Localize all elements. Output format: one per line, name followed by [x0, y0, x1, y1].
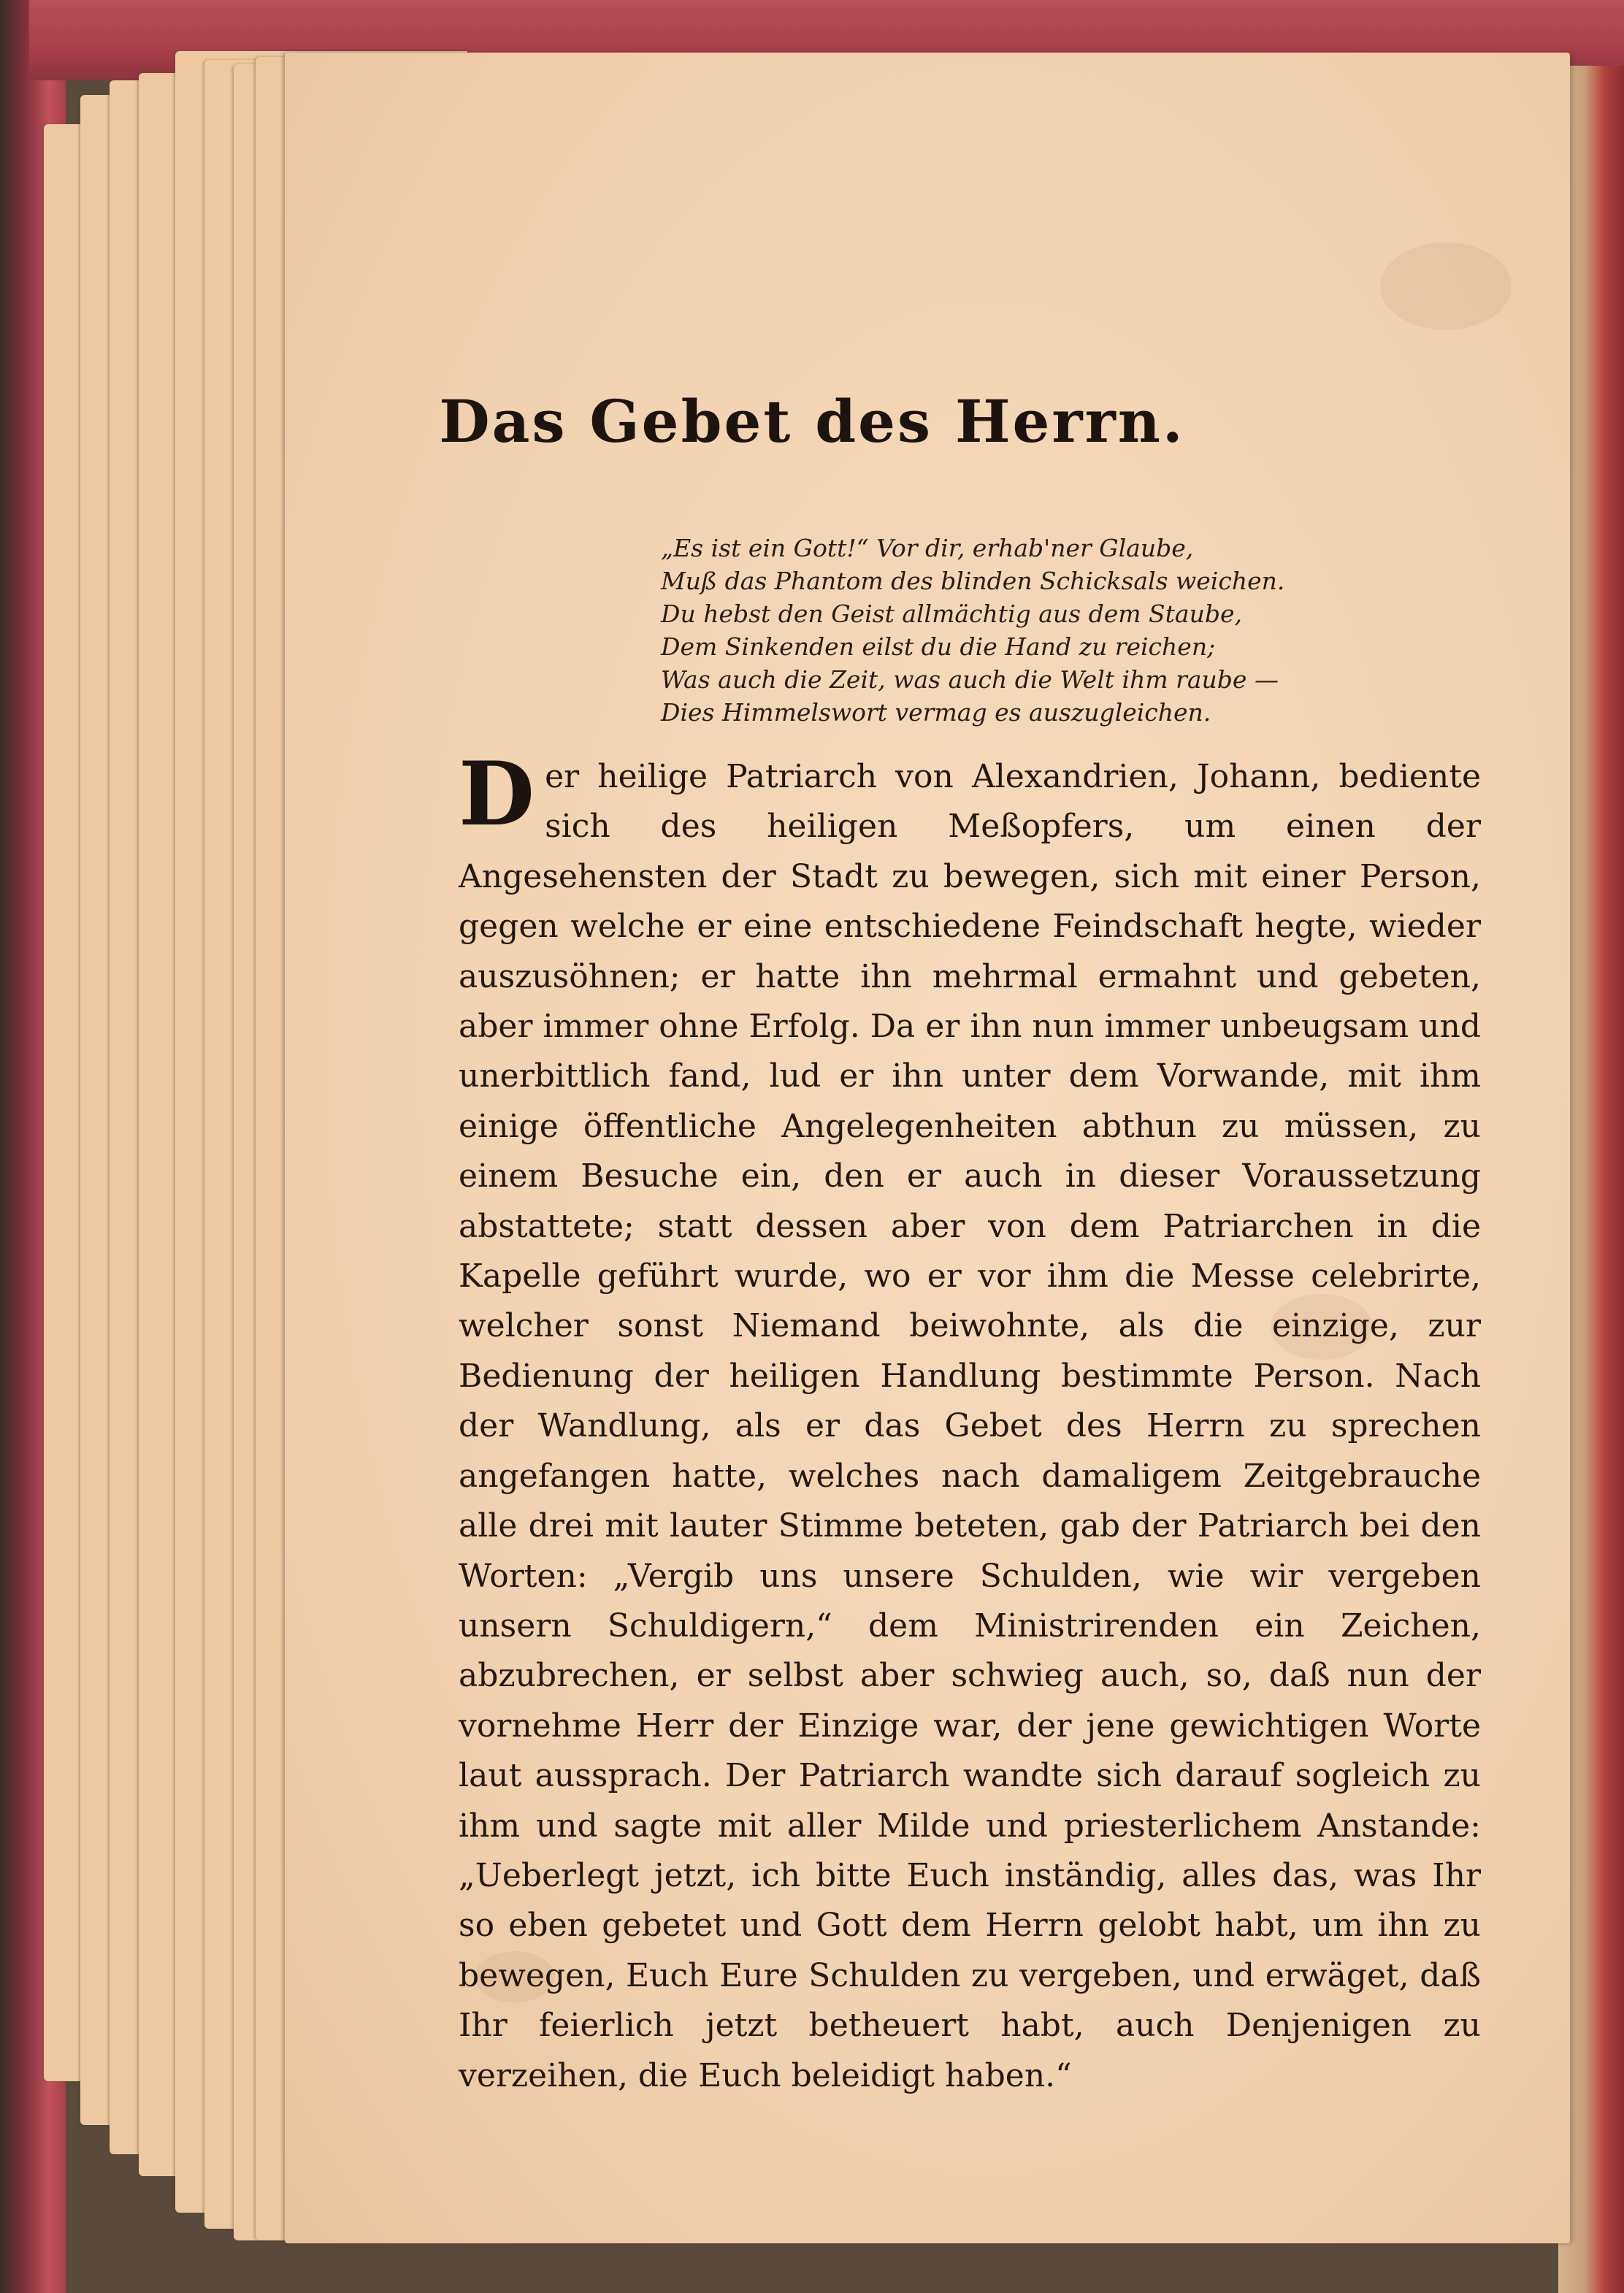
- body-text: [459, 743, 1481, 2101]
- epigraph-poem: [661, 532, 1376, 729]
- poem-line: Dem Sinkenden eilst du die Hand zu reichen;: [661, 632, 1216, 661]
- poem-line: Muß das Phantom des blinden Schicksals weichen.: [661, 567, 1285, 595]
- poem-line: „Es ist ein Gott!“ Vor dir, erhab'ner Glaube,: [661, 534, 1194, 562]
- paragraph-text: er heilige Patriarch von Alexandrien, Johann, bediente sich des heiligen Meßopfers, um einen der Angesehensten der Stadt zu bewegen, sich mit einer Person, gegen welche er eine entschiedene Feindschaft hegte, wieder auszusöhnen; er hatte ihn mehrmal ermahnt und gebeten, aber immer ohne Erfolg. Da er ihn nun immer unbeugsam und unerbittlich fand, lud er ihn unter dem Vorwande, mit ihm einige öffentliche Angelegenheiten abthun zu müssen, zu einem Besuche ein, den er auch in dieser Voraussetzung abstattete; statt dessen aber von dem Patriarchen in die Kapelle geführt wurde, wo er vor ihm die Messe celebrirte, welcher sonst Niemand beiwohnte, als die einzige, zur Bedienung der heiligen Handlung bestimmte Person. Nach der Wandlung, als er das Gebet des Herrn zu sprechen angefangen hatte, welches nach damaligem Zeitgebrauche alle drei mit lauter Stimme beteten, gab der Patriarch bei den Worten: „Vergib uns unsere Schulden, wie wir vergeben unsern Schuldigern,“ dem Ministrirenden ein Zeichen, abzubrechen, er selbst aber schwieg auch, so, daß nun der vornehme Herr der Einzige war, der jene gewichtigen Worte laut aussprach. Der Patriarch wandte sich darauf sogleich zu ihm und sagte mit aller Milde und priesterlichem Anstande: „Ueberlegt jetzt, ich bitte Euch inständig, alles das, was Ihr so eben gebetet und Gott dem Herrn gelobt habt, um ihn zu bewegen, Euch Eure Schulden zu vergeben, und erwäget, daß Ihr feierlich jetzt betheuert habt, auch Denjenigen zu verzeihen, die Euch beleidigt haben.“: [459, 758, 1481, 2094]
- poem-line: Du hebst den Geist allmächtig aus dem Staube,: [661, 600, 1242, 628]
- drop-cap: D: [459, 743, 535, 846]
- page-title: Das Gebet des Herrn.: [439, 387, 1185, 456]
- paper-stain: [1380, 242, 1512, 330]
- poem-line: Was auch die Zeit, was auch die Welt ihm raube —: [661, 665, 1279, 694]
- paragraph: [459, 743, 1481, 2101]
- poem-line: Dies Himmelswort vermag es auszugleichen.: [661, 698, 1211, 727]
